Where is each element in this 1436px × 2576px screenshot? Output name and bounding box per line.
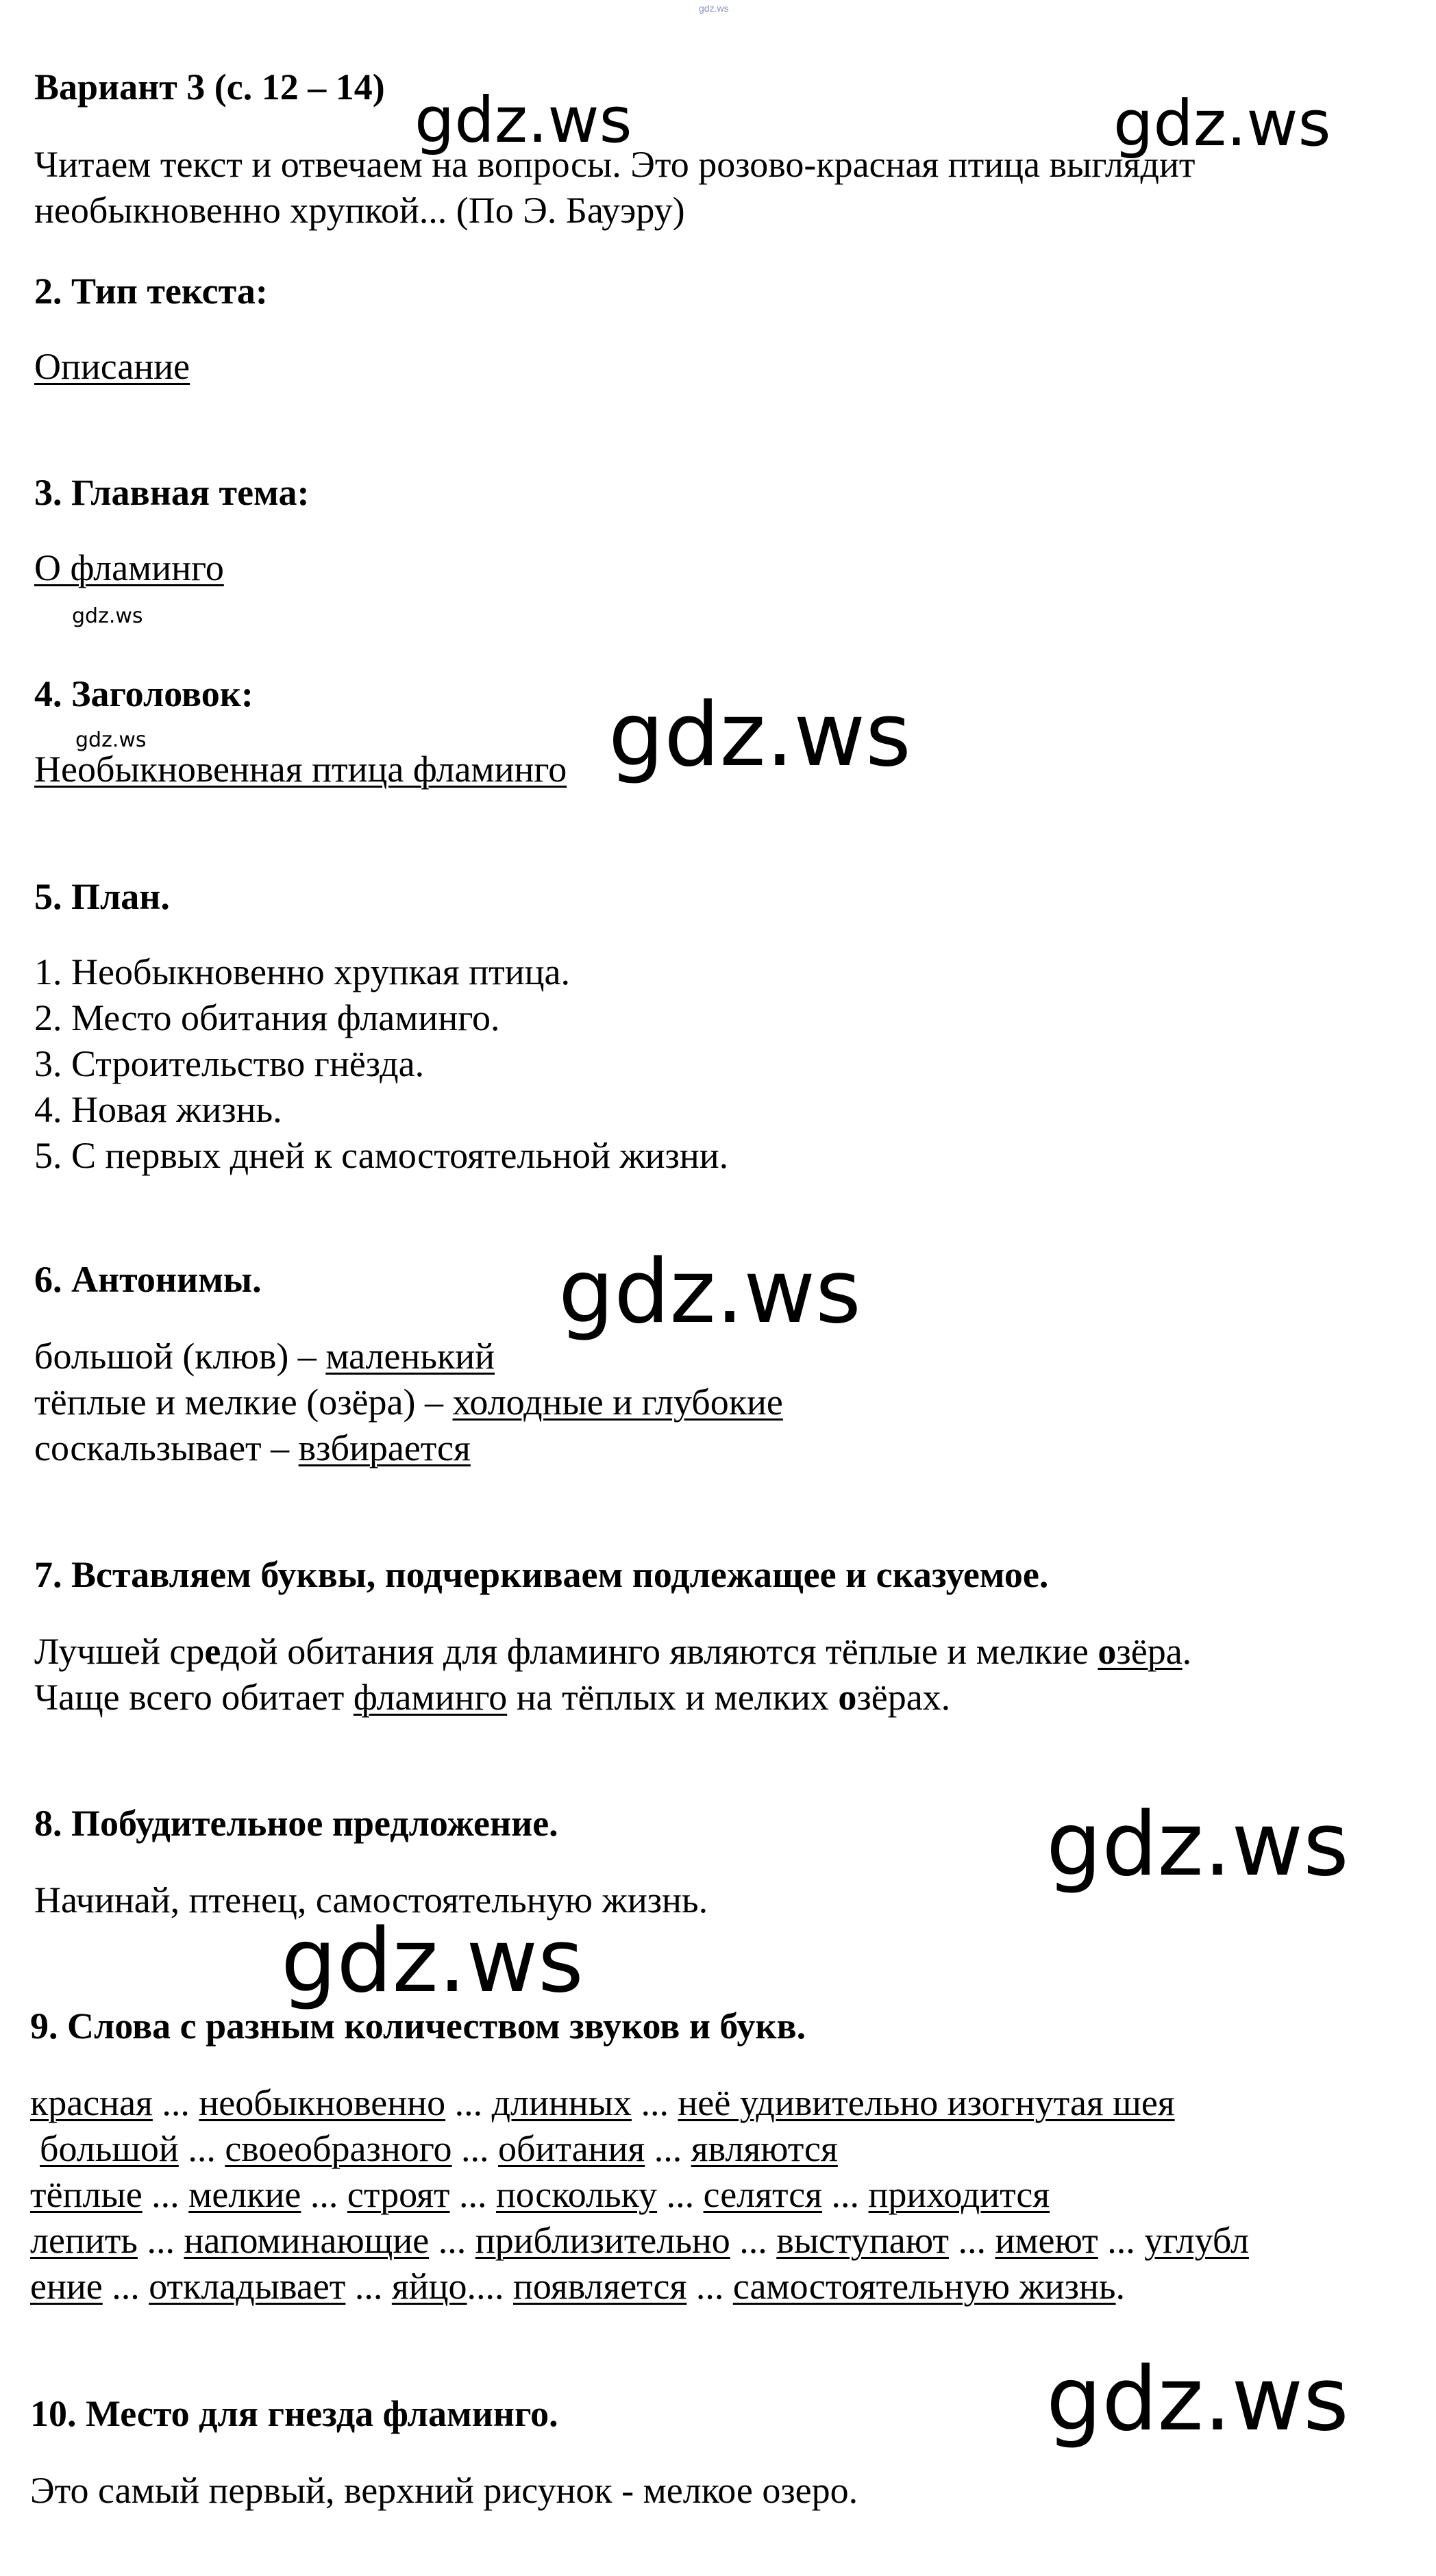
q9-word: обитания (498, 2128, 645, 2169)
q6-pair (34, 1429, 471, 1466)
q9-word: необыкновенно (199, 2082, 446, 2123)
q6-word: соскальзывает – (34, 1427, 299, 1468)
q9-separator: ... (730, 2220, 777, 2261)
q9-separator: ... (631, 2082, 678, 2123)
q9-word: лепить (30, 2220, 138, 2261)
q9-word: имеют (995, 2220, 1098, 2261)
q7-text: на тёплых и мелких (507, 1677, 839, 1718)
q9-separator: ... (301, 2174, 347, 2215)
q5-plan-item: 2. Место обитания фламинго. (34, 997, 500, 1038)
q9-separator: ... (451, 2128, 499, 2169)
q9-separator: ... (449, 2174, 497, 2215)
q9-line-3 (30, 2176, 1050, 2213)
q9-line-4 (30, 2222, 1249, 2259)
q9-word: тёплые (30, 2174, 143, 2215)
watermark: gdz.ws (414, 84, 632, 157)
q9-separator: ... (429, 2220, 475, 2261)
watermark: gdz.ws (1046, 1794, 1349, 1896)
q9-separator: ... (948, 2220, 995, 2261)
q6-pair (34, 1381, 783, 1423)
q9-line-5 (30, 2268, 1125, 2305)
q6-antonym: холодные и глубокие (452, 1381, 783, 1423)
q9-word: яйцо (391, 2266, 467, 2307)
q7-text: Лучшей ср (34, 1631, 205, 1672)
q9-separator: ... (657, 2174, 704, 2215)
watermark-small: gdz.ws (75, 728, 147, 752)
q9-word: появляется (513, 2266, 687, 2307)
q6-antonym: маленький (325, 1336, 495, 1377)
q7-subject: фламинго (353, 1677, 508, 1718)
q6-heading: 6. Антонимы. (34, 1259, 262, 1300)
q5-heading: 5. План. (34, 876, 170, 917)
q4-answer: Необыкновенная птица фламинго (34, 749, 567, 790)
q9-separator: .... (467, 2266, 513, 2307)
q9-word: напоминающие (184, 2220, 430, 2261)
watermark: gdz.ws (1046, 2349, 1349, 2451)
q6-antonym: взбирается (298, 1427, 471, 1468)
q7-text: Чаще всего обитает (34, 1677, 354, 1718)
watermark: gdz.ws (558, 1241, 861, 1343)
q9-separator: ... (686, 2266, 733, 2307)
q9-word: ение (30, 2266, 103, 2307)
q9-word: мелкие (188, 2174, 301, 2215)
q3-answer: О фламинго (34, 547, 224, 588)
q9-separator: ... (1098, 2220, 1145, 2261)
q9-word: длинных (491, 2082, 632, 2123)
q9-separator: ... (645, 2128, 691, 2169)
q4-heading: 4. Заголовок: (34, 673, 253, 714)
q7-heading: 7. Вставляем буквы, подчеркиваем подлежащее и сказуемое. (34, 1554, 1049, 1595)
q9-word: строят (347, 2174, 450, 2215)
q9-separator: ... (137, 2220, 184, 2261)
q9-separator: ... (178, 2128, 225, 2169)
q9-end-period: . (1115, 2266, 1126, 2307)
q9-word: являются (691, 2128, 838, 2169)
q7-text: зёрах. (856, 1677, 951, 1718)
q2-heading: 2. Тип текста: (34, 271, 268, 312)
q7-inserted-letter: о (1098, 1631, 1117, 1672)
q9-line-2 (40, 2130, 838, 2167)
q10-answer: Это самый первый, верхний рисунок - мелкое озеро. (30, 2470, 858, 2511)
q7-sentence-1 (34, 1633, 1191, 1670)
q9-word: неё удивительно изогнутая шея (678, 2082, 1175, 2123)
q9-separator: ... (152, 2082, 199, 2123)
q6-pair (34, 1338, 495, 1375)
q9-word: большой (40, 2128, 179, 2169)
q9-word: своеобразного (225, 2128, 452, 2169)
variant-heading: Вариант 3 (с. 12 – 14) (34, 66, 385, 108)
q7-subject: зёра (1116, 1631, 1183, 1672)
q9-line-1 (30, 2084, 1175, 2121)
q10-heading: 10. Место для гнезда фламинго. (30, 2393, 558, 2434)
q9-word: приблизительно (475, 2220, 730, 2261)
q9-heading: 9. Слова с разным количеством звуков и букв. (30, 2005, 806, 2047)
q9-word: красная (30, 2082, 153, 2123)
q7-inserted-letter: е (204, 1631, 221, 1672)
watermark: gdz.ws (281, 1910, 584, 2012)
q9-word: приходится (868, 2174, 1050, 2215)
q9-word: откладывает (149, 2266, 346, 2307)
top-watermark: gdz.ws (699, 3, 729, 14)
q9-separator: ... (445, 2082, 492, 2123)
q9-separator: ... (345, 2266, 392, 2307)
q9-word: углубл (1144, 2220, 1249, 2261)
q6-word: тёплые и мелкие (озёра) – (34, 1381, 453, 1423)
intro-line-2: необыкновенно хрупкой... (По Э. Бауэру) (34, 190, 685, 231)
q7-inserted-letter: о (838, 1677, 857, 1718)
watermark-small: gdz.ws (72, 604, 143, 628)
q5-plan-item: 4. Новая жизнь. (34, 1089, 282, 1130)
q9-word: самостоятельную жизнь (732, 2266, 1116, 2307)
q9-word: выступают (776, 2220, 949, 2261)
q7-text: . (1182, 1631, 1192, 1672)
intro-line-1: Читаем текст и отвечаем на вопросы. Это розово-красная птица выглядит (34, 144, 1196, 185)
q5-plan-item: 5. С первых дней к самостоятельной жизни. (34, 1135, 729, 1176)
q7-text: дой обитания для фламинго являются тёплые и мелкие (221, 1631, 1098, 1672)
q9-word: поскольку (496, 2174, 658, 2215)
q9-separator: ... (822, 2174, 869, 2215)
q6-word: большой (клюв) – (34, 1336, 326, 1377)
q8-heading: 8. Побудительное предложение. (34, 1803, 558, 1844)
q9-separator: ... (102, 2266, 149, 2307)
q5-plan-item: 1. Необыкновенно хрупкая птица. (34, 951, 570, 992)
watermark: gdz.ws (608, 684, 911, 786)
q7-sentence-2 (34, 1679, 950, 1716)
q3-heading: 3. Главная тема: (34, 472, 310, 513)
q8-answer: Начинай, птенец, самостоятельную жизнь. (34, 1879, 708, 1921)
q9-word: селятся (703, 2174, 823, 2215)
q5-plan-item: 3. Строительство гнёзда. (34, 1043, 425, 1084)
q2-answer: Описание (34, 346, 190, 387)
watermark: gdz.ws (1113, 87, 1331, 160)
q9-separator: ... (142, 2174, 189, 2215)
